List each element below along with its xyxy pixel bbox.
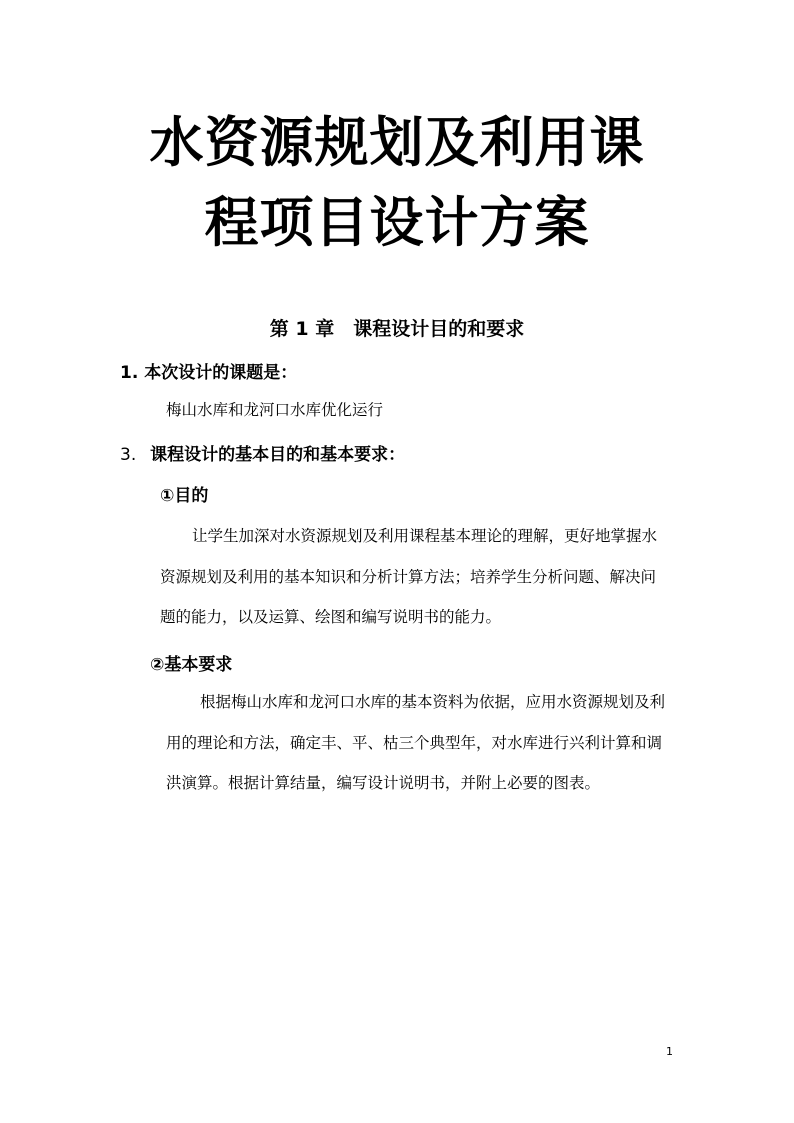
- purpose-line-2: 资源规划及利用的基本知识和分析计算方法；培养学生分析问题、解决问: [160, 568, 657, 586]
- section-1-heading: [120, 358, 297, 383]
- document-title-line-2: 程项目设计方案: [204, 190, 590, 254]
- page-number: 1: [666, 1045, 673, 1058]
- purpose-line-1: 让学生加深对水资源规划及利用课程基本理论的理解，更好地掌握水: [192, 527, 658, 545]
- section-1-body: 梅山水库和龙河口水库优化运行: [166, 401, 384, 419]
- section-3-heading: [120, 440, 405, 465]
- section-3-number: 3.: [120, 445, 137, 465]
- section-1-title: 本次设计的课题是：: [144, 363, 298, 383]
- subsection-requirements-heading: ②基本要求: [150, 655, 233, 675]
- section-1-number: 1.: [120, 363, 139, 383]
- requirements-line-1: 根据梅山水库和龙河口水库的基本资料为依据，应用水资源规划及利: [200, 693, 666, 711]
- section-3-title: 课程设计的基本目的和基本要求：: [150, 445, 406, 465]
- purpose-line-3: 题的能力，以及运算、绘图和编写说明书的能力。: [160, 608, 502, 626]
- document-title-line-1: 水资源规划及利用课: [149, 110, 645, 174]
- requirements-line-2: 用的理论和方法，确定丰、平、枯三个典型年，对水库进行兴利计算和调: [166, 734, 663, 752]
- subsection-purpose-heading: ①目的: [160, 486, 209, 506]
- chapter-heading: 第 1 章 课程设计目的和要求: [269, 318, 525, 340]
- requirements-line-3: 洪演算。根据计算结量，编写设计说明书，并附上必要的图表。: [166, 774, 601, 792]
